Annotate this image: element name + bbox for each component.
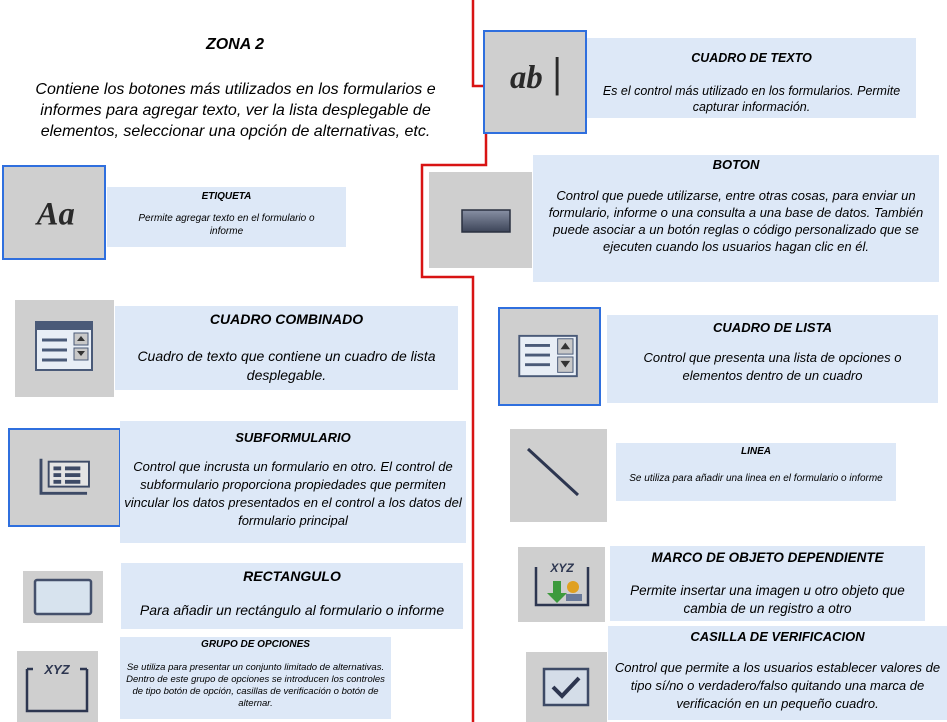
zone-title: ZONA 2 [205, 36, 265, 53]
textbox-card [587, 38, 916, 118]
combo-box-card [115, 306, 458, 390]
bound-frame-desc: Permite insertar una imagen u otro objeto que cambia de un registro a otro [630, 583, 905, 616]
rectangle-icon [23, 571, 103, 623]
button-icon [429, 172, 532, 268]
rectangle-desc: Para añadir un rectángulo al formulario o informe [139, 602, 445, 618]
option-group-title: GRUPO DE OPCIONES [201, 639, 310, 650]
svg-text:Aa: Aa [36, 196, 75, 233]
button-desc: Control que puede utilizarse, entre otras cosas, para enviar un formulario, informe o una consulta a una base de datos. También puede asociar a un botón reglas o código personalizado que se ejecuten cuando los usuarios hagan clic en él. [548, 188, 924, 254]
option-group-icon-text: XYZ [44, 662, 70, 677]
textbox-ab-icon [483, 30, 587, 134]
textbox-desc: Es el control más utilizado en los formularios. Permite capturar información. [602, 84, 901, 114]
list-box-icon [498, 307, 601, 406]
list-box-card [607, 315, 938, 403]
line-desc: Se utiliza para añadir una linea en el formulario o informe [629, 473, 883, 484]
line-card [616, 443, 896, 501]
textbox-icon-text: ab [510, 59, 543, 96]
option-group-icon [17, 651, 98, 722]
subform-title: SUBFORMULARIO [235, 430, 351, 445]
list-box-desc: Control que presenta una lista de opciones o elementos dentro de un cuadro [643, 350, 902, 383]
bound-frame-icon-text: XYZ [550, 561, 574, 575]
checkbox-title: CASILLA DE VERIFICACION [690, 629, 865, 644]
button-title: BOTON [712, 157, 760, 172]
rectangle-title: RECTANGULO [243, 568, 341, 584]
checkbox-desc: Control que permite a los usuarios establecer valores de tipo sí/no o verdadero/falso quitando una marca de verificación en un pequeño cuadro. [614, 660, 941, 711]
button-card [533, 155, 939, 282]
list-box-title: CUADRO DE LISTA [713, 320, 832, 335]
rectangle-card [121, 563, 463, 629]
label-aa-icon [2, 165, 106, 260]
line-icon [510, 429, 607, 522]
zone-description: Contiene los botones más utilizados en los formularios e informes para agregar texto, ver la lista desplegable de elementos, seleccionar una opción de alternativas, etc. [35, 81, 436, 140]
checkbox-card [608, 626, 947, 720]
option-group-card [120, 637, 391, 719]
subform-icon [8, 428, 121, 527]
combo-box-title: CUADRO COMBINADO [209, 311, 364, 327]
option-group-desc: Se utiliza para presentar un conjunto limitado de alternativas. Dentro de este grupo de opciones se introducen los controles de tipo botón de opción, casillas de verificación o botón de alternar. [126, 662, 385, 709]
combo-box-icon [15, 300, 114, 397]
line-title: LINEA [741, 446, 771, 457]
textbox-title: CUADRO DE TEXTO [691, 51, 812, 65]
label-desc: Permite agregar texto en el formulario o informe [138, 213, 315, 237]
subform-desc: Control que incrusta un formulario en otro. El control de subformulario proporciona propiedades que permiten vincular los datos presentados en el control a los datos del formulario principal [124, 459, 462, 528]
subform-card [120, 421, 466, 543]
bound-frame-title: MARCO DE OBJETO DEPENDIENTE [651, 550, 884, 565]
bound-frame-card [610, 546, 925, 621]
label-card [107, 187, 346, 247]
combo-box-desc: Cuadro de texto que contiene un cuadro de lista desplegable. [137, 348, 436, 383]
bound-object-frame-icon [518, 547, 605, 622]
label-title: ETIQUETA [201, 191, 252, 202]
checkbox-icon [526, 652, 607, 722]
